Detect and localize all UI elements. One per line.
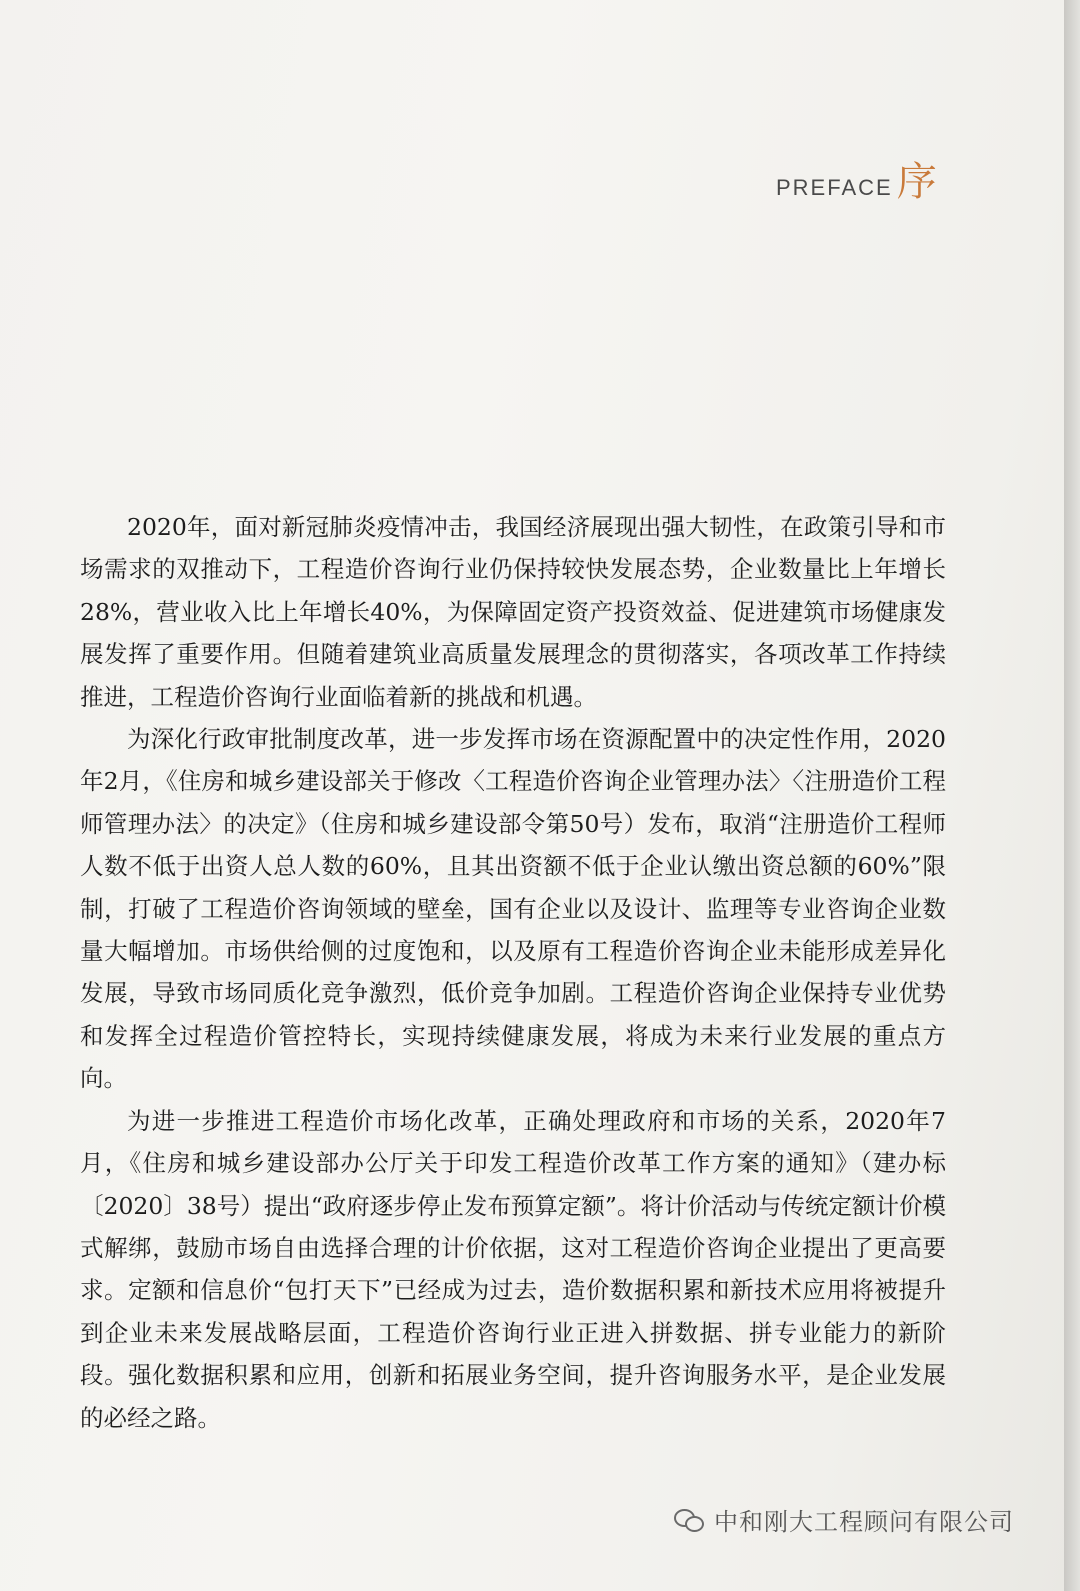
preface-header [776,159,937,205]
preface-title-english: PREFACE [776,175,893,200]
watermark-text: 中和刚大工程顾问有限公司 [714,1508,1014,1536]
preface-body [80,506,946,1439]
paragraph-3: 为进一步推进工程造价市场化改革，正确处理政府和市场的关系，2020年7月，《住房和城乡建设部办公厅关于印发工程造价改革工作方案的通知》（建办标〔2020〕38号）提出“政府逐步停止发布预算定额”。将计价活动与传统定额计价模式解绑，鼓励市场自由选择合理的计价依据，这对工程造价咨询企业提出了更高要求。定额和信息价“包打天下”已经成为过去，造价数据积累和新技术应用将被提升到企业未来发展战略层面，工程造价咨询行业正进入拼数据、拼专业能力的新阶段。强化数据积累和应用，创新和拓展业务空间，提升咨询服务水平，是企业发展的必经之路。 [80,1106,946,1432]
paragraph-2: 为深化行政审批制度改革，进一步发挥市场在资源配置中的决定性作用，2020年2月，《住房和城乡建设部关于修改〈工程造价咨询企业管理办法〉〈注册造价工程师管理办法〉的决定》（住房和城乡建设部令第50号）发布，取消“注册造价工程师人数不低于出资人总人数的60%，且其出资额不低于企业认缴出资总额的60%”限制，打破了工程造价咨询领域的壁垒，国有企业以及设计、监理等专业咨询企业数量大幅增加。市场供给侧的过度饱和，以及原有工程造价咨询企业未能形成差异化发展，导致市场同质化竞争激烈，低价竞争加剧。工程造价咨询企业保持专业优势和发挥全过程造价管控特长，实现持续健康发展，将成为未来行业发展的重点方向。 [80,725,946,1093]
wechat-icon [674,1507,704,1533]
preface-title-chinese: 序 [896,159,937,205]
page-edge [1064,0,1080,1591]
wechat-watermark [674,1502,1014,1537]
paragraph-1: 2020年，面对新冠肺炎疫情冲击，我国经济展现出强大韧性，在政策引导和市场需求的双推动下，工程造价咨询行业仍保持较快发展态势，企业数量比上年增长28%，营业收入比上年增长40%，为保障固定资产投资效益、促进建筑市场健康发展发挥了重要作用。但随着建筑业高质量发展理念的贯彻落实，各项改革工作持续推进，工程造价咨询行业面临着新的挑战和机遇。 [80,513,946,711]
